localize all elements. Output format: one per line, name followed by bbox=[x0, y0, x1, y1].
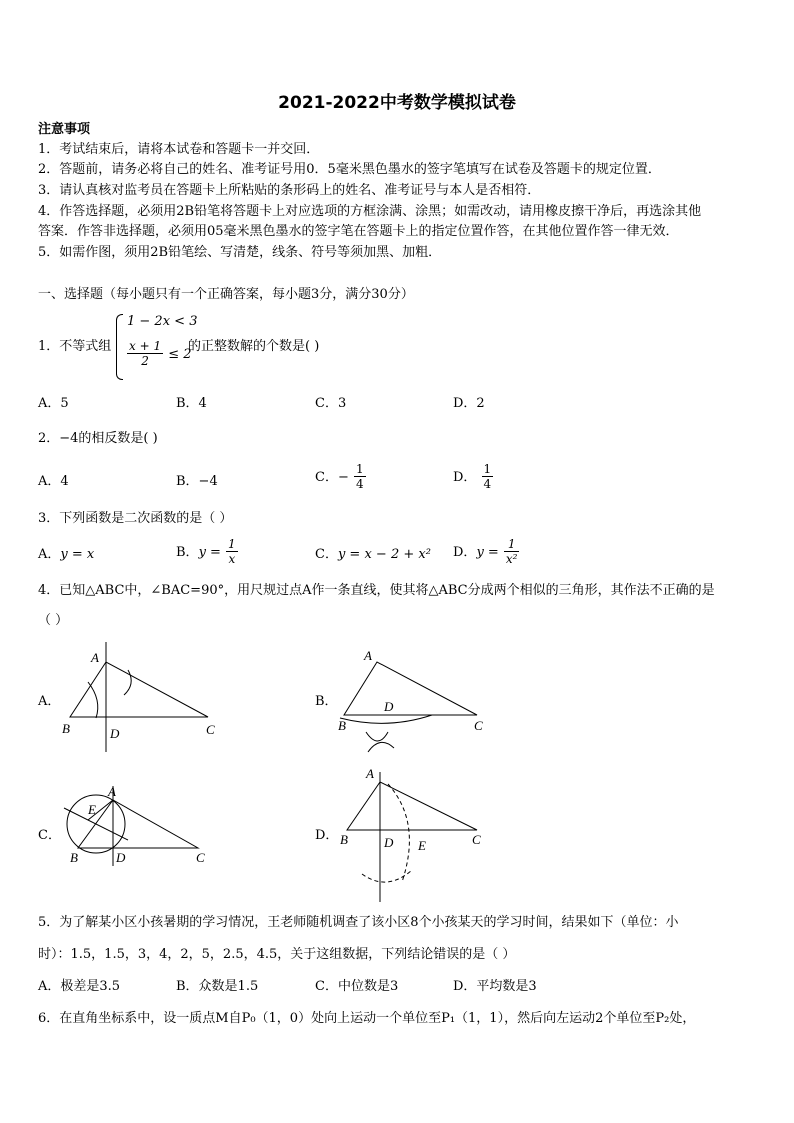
q2-option-d bbox=[453, 462, 493, 491]
notice-item: 答案．作答非选择题，必须用05毫米黑色墨水的签字笔在答题卡上的指定位置作答，在其他位置作答一律无效． bbox=[38, 224, 679, 239]
fig-b-label-b: B bbox=[338, 718, 346, 733]
fig-d-label-e: E bbox=[418, 838, 426, 853]
q3-a-expr: y = x bbox=[60, 547, 95, 562]
q2-d-den: 4 bbox=[483, 477, 492, 491]
q1-frac-num: x + 1 bbox=[129, 339, 162, 353]
fig-c-label-c: C bbox=[196, 850, 205, 865]
q1-option-a: A．5 bbox=[38, 396, 69, 411]
q4-figure-c bbox=[58, 778, 218, 870]
fig-d-label-b: B bbox=[340, 832, 348, 847]
q2-d-num: 1 bbox=[483, 462, 492, 476]
q1-prefix: 1．不等式组 bbox=[38, 339, 112, 354]
q4-option-a-label: A． bbox=[38, 694, 61, 709]
fig-a-label-c: C bbox=[206, 722, 215, 737]
q5-option-c: C．中位数是3 bbox=[315, 979, 399, 994]
q4-figure-a bbox=[58, 640, 228, 755]
fig-b-label-a: A bbox=[364, 648, 372, 663]
q1-ineq1: 1 − 2x < 3 bbox=[127, 314, 198, 329]
section-heading: 一、选择题（每小题只有一个正确答案，每小题3分，满分30分） bbox=[38, 287, 414, 302]
q3-b-label: B． bbox=[176, 545, 199, 560]
fig-a-label-b: B bbox=[62, 721, 70, 736]
q1-brace bbox=[116, 314, 123, 380]
q2-option-b: B．−4 bbox=[176, 474, 218, 489]
notice-item: 5．如需作图，须用2B铅笔绘、写清楚，线条、符号等须加黑、加粗． bbox=[38, 245, 442, 260]
notice-item: 3．请认真核对监考员在答题卡上所粘贴的条形码上的姓名、准考证号与本人是否相符． bbox=[38, 183, 541, 198]
fig-c-label-b: B bbox=[70, 850, 78, 865]
q1-ineq2 bbox=[127, 339, 191, 368]
q2-d-label: D． bbox=[453, 470, 477, 485]
q3-d-den: x² bbox=[505, 552, 518, 566]
q5-stem-line2: 时）：1.5，1.5，3，4，2，5，2.5，4.5，关于这组数据，下列结论错误的是（ ） bbox=[38, 947, 516, 962]
q3-a-label: A． bbox=[38, 547, 61, 562]
notice-item: 1．考试结束后，请将本试卷和答题卡一并交回． bbox=[38, 142, 320, 157]
q2-c-den: 4 bbox=[355, 477, 364, 491]
q5-stem-line1: 5．为了解某小区小孩暑期的学习情况，王老师随机调查了该小区8个小孩某天的学习时间，结果如下（单位：小 bbox=[38, 915, 679, 930]
q2-c-num: 1 bbox=[355, 462, 364, 476]
q3-option-c bbox=[315, 545, 431, 565]
q1-suffix: 的正整数解的个数是( ) bbox=[188, 339, 320, 354]
fig-c-label-e: E bbox=[88, 802, 96, 817]
q4-figure-b bbox=[332, 640, 502, 760]
q3-option-b bbox=[176, 537, 238, 566]
q1-frac-den: 2 bbox=[141, 354, 149, 368]
fig-c-label-d: D bbox=[116, 850, 126, 865]
q2-option-a: A．4 bbox=[38, 474, 69, 489]
fig-c-label-a: A bbox=[108, 784, 116, 799]
q2-stem: 2．−4的相反数是( ) bbox=[38, 431, 158, 446]
notice-heading: 注意事项 bbox=[38, 122, 91, 137]
q4-option-c-label: C． bbox=[38, 828, 61, 843]
q3-stem: 3．下列函数是二次函数的是（ ） bbox=[38, 511, 233, 526]
q1-option-c: C．3 bbox=[315, 396, 347, 411]
q2-option-c bbox=[315, 462, 366, 491]
q1-ineq-rhs: ≤ 2 bbox=[168, 347, 192, 362]
fig-b-label-d: D bbox=[384, 699, 394, 714]
notice-item: 2．答题前，请务必将自己的姓名、准考证号用0．5毫米黑色墨水的签字笔填写在试卷及答题卡的规定位置． bbox=[38, 162, 661, 177]
q2-c-label: C．− bbox=[315, 470, 349, 485]
fig-a-label-d: D bbox=[110, 726, 120, 741]
q6-stem-line1: 6．在直角坐标系中，设一质点M自P₀（1，0）处向上运动一个单位至P₁（1，1），然后向左运动2个单位至P₂处， bbox=[38, 1011, 696, 1026]
notice-item: 4．作答选择题，必须用2B铅笔将答题卡上对应选项的方框涂满、涂黑；如需改动，请用橡皮擦干净后，再选涂其他 bbox=[38, 204, 702, 219]
q4-option-b-label: B． bbox=[315, 694, 338, 709]
q3-b-den: x bbox=[228, 552, 236, 566]
q4-blank: （ ） bbox=[38, 613, 69, 628]
q3-option-a bbox=[38, 545, 94, 565]
page-title: 2021-2022中考数学模拟试卷 bbox=[278, 93, 516, 113]
q5-option-d: D．平均数是3 bbox=[453, 979, 537, 994]
fig-a-label-a: A bbox=[91, 650, 99, 665]
q4-figure-d bbox=[332, 762, 492, 907]
q5-option-a: A．极差是3.5 bbox=[38, 979, 121, 994]
q3-b-num: 1 bbox=[228, 537, 236, 551]
q3-d-num: 1 bbox=[504, 537, 520, 552]
q4-stem: 4．已知△ABC中，∠BAC=90°，用尺规过点A作一条直线，使其将△ABC分成两个相似的三角形，其作法不正确的是 bbox=[38, 583, 715, 598]
q3-d-label: D． bbox=[453, 545, 477, 560]
q4-option-d-label: D． bbox=[315, 828, 339, 843]
q3-c-expr: y = x − 2 + x² bbox=[337, 547, 431, 562]
q3-d-lhs: y = bbox=[476, 545, 499, 560]
fig-d-label-a: A bbox=[366, 766, 374, 781]
q1-option-b: B．4 bbox=[176, 396, 207, 411]
q1-option-d: D．2 bbox=[453, 396, 485, 411]
q3-c-label: C． bbox=[315, 547, 338, 562]
q3-b-lhs: y = bbox=[198, 545, 221, 560]
fig-d-label-d: D bbox=[384, 835, 394, 850]
q5-option-b: B．众数是1.5 bbox=[176, 979, 259, 994]
fig-d-label-c: C bbox=[472, 832, 481, 847]
q3-option-d bbox=[453, 537, 519, 566]
fig-b-label-c: C bbox=[474, 718, 483, 733]
